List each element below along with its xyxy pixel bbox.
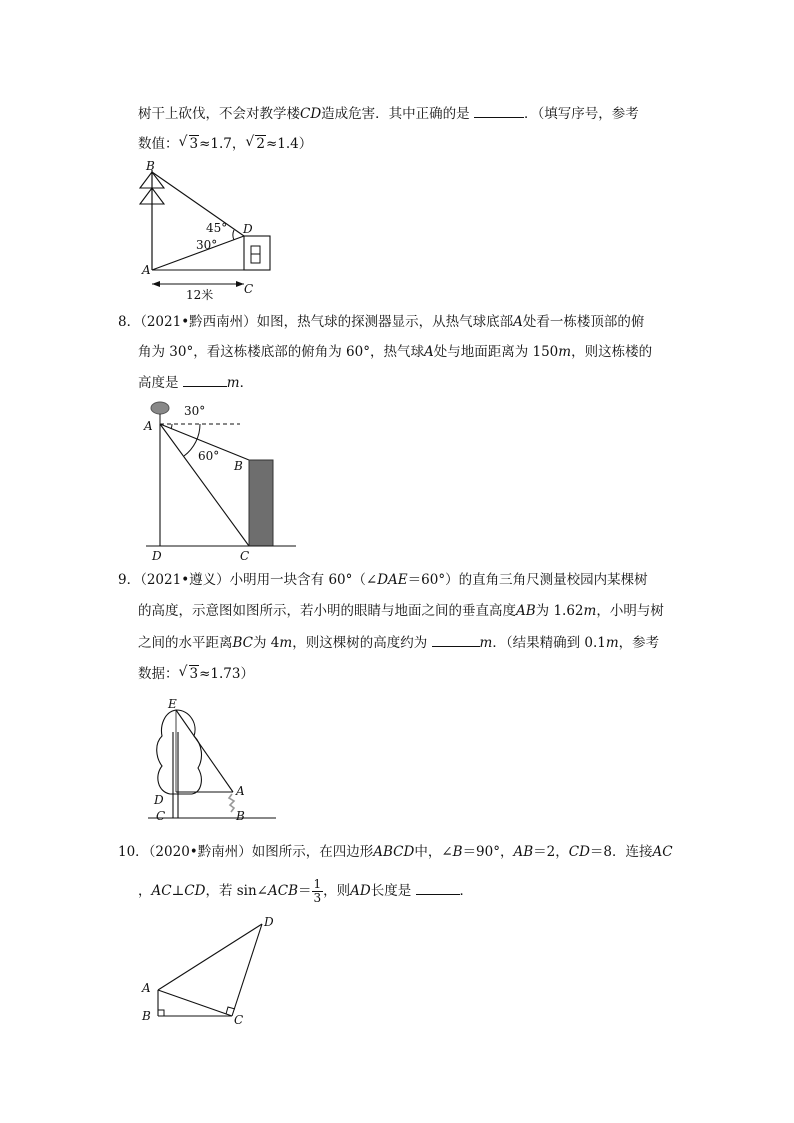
q7-dist-label: 12米 xyxy=(186,288,214,302)
q7-figure xyxy=(130,160,290,300)
q8-text-line1: 8．（2021•黔西南州）如图，热气球的探测器显示，从热气球底部A处看一栋楼顶部的俯 xyxy=(118,314,645,330)
q7-angle-45: 45° xyxy=(206,221,228,235)
q8-angle-30: 30° xyxy=(184,404,206,418)
q7-text-b: 造成危害．其中正确的是 xyxy=(321,106,470,122)
q9-text-line4: 数据： √ 3≈1.73） xyxy=(138,664,254,682)
q10-label-a: A xyxy=(142,981,151,995)
q7-answer-blank[interactable] xyxy=(474,103,524,118)
q10-label-d: D xyxy=(264,915,274,929)
q8-label-c: C xyxy=(240,549,250,563)
q10-label-c: C xyxy=(234,1013,244,1027)
q9-figure xyxy=(140,696,290,826)
q10-figure xyxy=(138,912,288,1032)
q9-text-line3: 之间的水平距离BC为 4m，则这棵树的高度约为 m．（结果精确到 0.1m，参考 xyxy=(138,632,659,653)
q7-ref-label: 数值： xyxy=(138,136,179,152)
q9-label-c: C xyxy=(156,809,166,823)
q7-label-c: C xyxy=(244,282,254,296)
q8-label-b: B xyxy=(234,459,243,473)
q7-var-cd: CD xyxy=(300,106,322,122)
q8-figure xyxy=(138,398,308,563)
q10-answer-blank[interactable] xyxy=(416,880,460,895)
q7-angle-30: 30° xyxy=(196,238,218,252)
q7-text-line1 xyxy=(138,103,639,124)
q8-angle-60: 60° xyxy=(198,449,220,463)
q8-text-line2: 角为 30°，看这栋楼底部的俯角为 60°，热气球A处与地面距离为 150m，则这栋楼的 xyxy=(138,344,653,360)
q10-text-line1: 10．（2020•黔南州）如图所示，在四边形ABCD中，∠B＝90°，AB＝2，CD＝8．连接AC xyxy=(118,844,673,860)
q7-label-a: A xyxy=(142,263,151,277)
q9-label-a: A xyxy=(236,784,245,798)
q10-label-b: B xyxy=(142,1009,151,1023)
q7-text-a: 树干上砍伐，不会对教学楼 xyxy=(138,106,300,122)
q10-fraction: $\frac{1}{3}$ xyxy=(313,877,322,905)
q10-text-line2: ，AC⊥CD，若 sin∠ACB＝ $\frac{1}{3}$ ，则AD长度是 ． xyxy=(138,877,474,905)
q8-answer-blank[interactable] xyxy=(183,372,227,387)
q8-label-a: A xyxy=(144,419,153,433)
q7-label-b: B xyxy=(146,159,155,173)
q7-sqrt2: √ 2 xyxy=(245,134,265,152)
q7-sqrt3: √ 3 xyxy=(178,134,199,152)
q9-label-d: D xyxy=(154,793,164,807)
q9-label-b: B xyxy=(236,809,245,823)
q7-approx2: ≈1.4） xyxy=(265,136,313,152)
q9-label-e: E xyxy=(168,697,177,711)
q7-text-line2 xyxy=(138,134,312,154)
q9-text-line1: 9．（2021•遵义）小明用一块含有 60°（∠DAE＝60°）的直角三角尺测量校园内某棵树 xyxy=(118,572,648,588)
q7-approx1: ≈1.7， xyxy=(199,136,246,152)
q7-text-c: ．（填写序号，参考 xyxy=(523,106,639,122)
q9-answer-blank[interactable] xyxy=(432,632,480,647)
q7-label-d: D xyxy=(243,222,253,236)
q8-label-d: D xyxy=(152,549,162,563)
q9-text-line2: 的高度，示意图如图所示，若小明的眼睛与地面之间的垂直高度AB为 1.62m，小明与树 xyxy=(138,603,664,619)
q8-text-line3: 高度是 m． xyxy=(138,372,253,393)
q9-sqrt3: √ 3 xyxy=(178,664,199,682)
